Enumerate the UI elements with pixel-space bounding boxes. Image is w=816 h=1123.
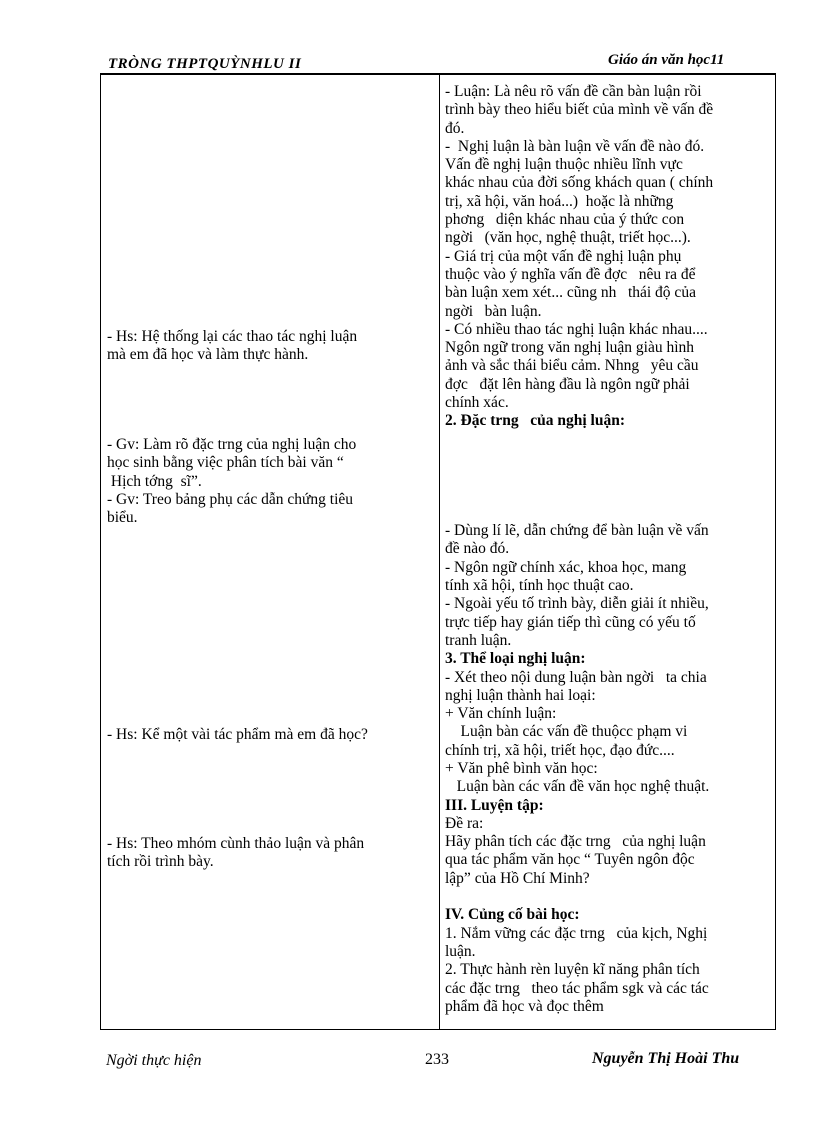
- right-text-line: trình bày theo hiểu biết của mình về vấn đề: [445, 101, 714, 119]
- right-cell-content: [445, 83, 767, 1016]
- right-text-line: - Có nhiều thao tác nghị luận khác nhau....: [445, 320, 708, 338]
- right-text-line: khác nhau của đời sống khách quan ( chính: [445, 174, 714, 192]
- page-number: 233: [425, 1051, 449, 1068]
- right-text-line: tính xã hội, tính học thuật cao.: [445, 577, 634, 595]
- left-cell-activity-3: [107, 726, 427, 744]
- right-text-line: ảnh và sắc thái biểu cảm. Nhng yêu cầu: [445, 357, 699, 375]
- right-text-line: 1. Nắm vững các đặc trng của kịch, Nghị: [445, 924, 708, 942]
- right-text-line: Đề ra:: [445, 814, 484, 832]
- left-cell-activity-2: [107, 436, 427, 527]
- right-text-line: - Xét theo nội dung luận bàn ngời ta chia: [445, 668, 707, 686]
- right-text-line: - Dùng lí lẽ, dẫn chứng để bàn luận về vấn: [445, 522, 709, 540]
- section-heading: IV. Củng cố bài học:: [445, 906, 580, 924]
- right-text-line: Hãy phân tích các đặc trng của nghị luận: [445, 833, 706, 851]
- right-text-line: [445, 449, 767, 467]
- right-text-line: đề nào đó.: [445, 540, 510, 558]
- left-text-line: - Hs: Hệ thống lại các thao tác nghị luận: [107, 328, 358, 345]
- right-text-line: Luận bàn các vấn đề thuộcc phạm vi: [445, 723, 688, 741]
- right-text-line: [445, 486, 767, 504]
- right-text-line: [445, 504, 767, 522]
- right-text-line: thuộc vào ý nghĩa vấn đề đợc nêu ra để: [445, 265, 696, 283]
- right-text-line: [445, 888, 767, 906]
- right-text-line: - Ngoài yếu tố trình bày, diễn giải ít nhiều,: [445, 595, 709, 613]
- left-cell-activity-4: [107, 835, 427, 872]
- right-text-line: - Giá trị của một vấn đề nghị luận phụ: [445, 247, 682, 265]
- right-text-line: đó.: [445, 119, 465, 137]
- section-heading: 3. Thể loại nghị luận:: [445, 650, 586, 668]
- left-text-line: - Hs: Theo mhóm cùnh thảo luận và phân: [107, 835, 365, 852]
- right-text-line: Ngôn ngữ trong văn nghị luận giàu hình: [445, 339, 695, 357]
- lesson-table: [100, 75, 776, 1030]
- left-text-line: - Hs: Kể một vài tác phẩm mà em đã học?: [107, 726, 368, 743]
- right-text-line: qua tác phẩm văn học “ Tuyên ngôn độc: [445, 851, 695, 869]
- right-text-line: - Luận: Là nêu rõ vấn đề cần bàn luận rồi: [445, 83, 702, 100]
- right-text-line: tranh luận.: [445, 631, 512, 649]
- section-heading: 2. Đặc trng của nghị luận:: [445, 412, 625, 430]
- left-text-line: - Gv: Treo bảng phụ các dẫn chứng tiêu: [107, 490, 354, 508]
- right-text-line: Vấn đề nghị luận thuộc nhiều lĩnh vực: [445, 156, 683, 174]
- header-document-title: Giáo án văn học11: [608, 52, 725, 68]
- left-text-line: học sinh bằng việc phân tích bài văn “: [107, 454, 344, 472]
- left-text-line: Hịch tớng sĩ”.: [107, 472, 202, 490]
- right-text-line: các đặc trng theo tác phẩm sgk và các tác: [445, 979, 709, 997]
- right-text-line: Luận bàn các vấn đề văn học nghệ thuật.: [445, 778, 710, 796]
- right-text-line: ngời bàn luận.: [445, 302, 542, 320]
- footer-author-label: Ngời thực hiện: [106, 1052, 202, 1069]
- right-text-line: chính xác.: [445, 394, 509, 412]
- left-text-line: biểu.: [107, 509, 138, 527]
- right-text-line: nghị luận thành hai loại:: [445, 686, 596, 704]
- right-text-line: trực tiếp hay gián tiếp thì cũng có yếu tố: [445, 613, 696, 631]
- left-cell-activity-1: [107, 328, 427, 365]
- section-heading: III. Luyện tập:: [445, 796, 544, 814]
- right-text-line: bàn luận xem xét... cũng nh thái độ của: [445, 284, 696, 302]
- right-text-line: phơng diện khác nhau của ý thức con: [445, 211, 685, 229]
- left-text-line: mà em đã học và làm thực hành.: [107, 346, 309, 364]
- right-text-line: phẩm đã học và đọc thêm: [445, 997, 604, 1015]
- right-text-line: [445, 467, 767, 485]
- right-text-line: lập” của Hồ Chí Minh?: [445, 869, 590, 887]
- right-text-line: ngời (văn học, nghệ thuật, triết học...).: [445, 229, 691, 247]
- column-divider: [439, 75, 440, 1029]
- right-text-line: trị, xã hội, văn hoá...) hoặc là những: [445, 192, 674, 210]
- right-text-line: 2. Thực hành rèn luyện kĩ năng phân tích: [445, 961, 700, 979]
- right-text-line: - Ngôn ngữ chính xác, khoa học, mang: [445, 558, 687, 576]
- header-school-name: TRÒNG THPTQUỲNHLU II: [108, 56, 302, 72]
- right-text-line: [445, 431, 767, 449]
- footer-author-name: Nguyễn Thị Hoài Thu: [592, 1050, 740, 1067]
- left-text-line: - Gv: Làm rõ đặc trng của nghị luận cho: [107, 436, 357, 453]
- right-text-line: đợc đặt lên hàng đầu là ngôn ngữ phải: [445, 375, 690, 393]
- right-text-line: luận.: [445, 942, 476, 960]
- right-text-line: + Văn phê bình văn học:: [445, 759, 598, 777]
- left-text-line: tích rồi trình bày.: [107, 853, 214, 871]
- right-text-line: chính trị, xã hội, triết học, đạo đức....: [445, 741, 675, 759]
- right-text-line: - Nghị luận là bàn luận về vấn đề nào đó.: [445, 137, 705, 155]
- right-text-line: + Văn chính luận:: [445, 705, 557, 723]
